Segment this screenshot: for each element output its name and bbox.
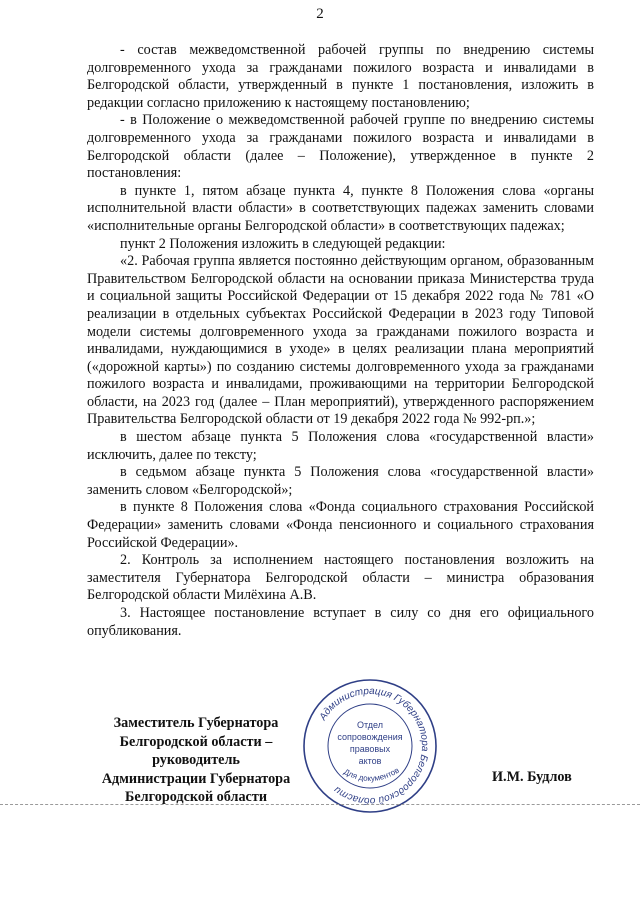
signer-name: И.М. Будлов bbox=[492, 769, 572, 785]
paragraph-point-5-sixth: в шестом абзаце пункта 5 Положения слова «государственной власти» исключить, далее по тексту; bbox=[87, 429, 594, 463]
signature-title-line-4: Белгородской области bbox=[125, 789, 267, 805]
paragraph-entry-into-force: 3. Настоящее постановление вступает в силу со дня его официального опубликования. bbox=[87, 605, 594, 639]
signature-title-line-3: Администрации Губернатора bbox=[101, 770, 291, 787]
official-stamp bbox=[300, 676, 440, 816]
paragraph-point-1-replacement: в пункте 1, пятом абзаце пункта 4, пункте 8 Положения слова «органы исполнительной власти области» в соответствующих падежах заменить словами «исполнительные органы Белгородской области» в соответствующих падежах; bbox=[87, 182, 594, 234]
signature-title-line-1: Заместитель Губернатора bbox=[113, 715, 279, 731]
signature-title-line-2: Белгородской области – руководитель bbox=[119, 733, 273, 768]
paragraph-point-5-seventh: в седьмом абзаце пункта 5 Положения слова «государственной власти» заменить словом «Белгородской»; bbox=[87, 464, 594, 498]
stamp-seal bbox=[300, 676, 440, 816]
signature-block bbox=[85, 714, 307, 807]
document-body bbox=[87, 42, 594, 640]
paragraph-composition: - состав межведомственной рабочей группы по внедрению системы долговременного ухода за гражданами пожилого возраста и инвалидами в Белгородской области, утвержденный в пункте 1 постановления, изложить в редакции согласно приложению к настоящему постановлению; bbox=[87, 42, 594, 111]
stamp-bottom-text: Для документов bbox=[342, 765, 401, 784]
svg-text:Для документов bbox=[342, 766, 401, 783]
page-number: 2 bbox=[316, 6, 324, 22]
paragraph-point-2-text: «2. Рабочая группа является постоянно действующим органом, образованным Правительством Белгородской области на основании приказа Министерства труда и социальной защиты Российской Федерации от 15 декабря 2022 года № 781 «О реализации в отдельных субъектах Российской Федерации в 2023 году Типовой модели системы долговременного ухода за гражданами пожилого возраста и инвалидами, нуждающимися в уходе» в целях реализации плана мероприятий («дорожной карты») по созданию системы долговременного ухода за гражданами пожилого возраста и инвалидами, проживающими на территории Белгородской области, на 2023 год (далее – План мероприятий), утвержденного распоряжением Правительства Белгородской области от 19 декабря 2022 года № 992-рп.»; bbox=[87, 253, 594, 428]
paragraph-point-2-intro: пункт 2 Положения изложить в следующей редакции: bbox=[120, 235, 446, 252]
stamp-center-line-4: актов bbox=[358, 756, 382, 766]
stamp-center-line-1: Отдел bbox=[356, 720, 384, 730]
paragraph-point-8: в пункте 8 Положения слова «Фонда социального страхования Российской Федерации» заменить словами «Фонда пенсионного и социального страхования Российской Федерации». bbox=[87, 499, 594, 551]
paragraph-control: 2. Контроль за исполнением настоящего постановления возложить на заместителя Губернатора Белгородской области – министра образования Белгородской области Милёхина А.В. bbox=[87, 552, 594, 604]
paragraph-regulation-intro: - в Положение о межведомственной рабочей группе по внедрению системы долговременного ухода за гражданами пожилого возраста и инвалидами в Белгородской области (далее – Положение), утвержденное в пункте 2 постановления: bbox=[87, 112, 594, 182]
footer-divider bbox=[0, 804, 640, 805]
stamp-center-line-2: сопровождения bbox=[337, 732, 403, 742]
stamp-center-line-3: правовых bbox=[349, 744, 391, 754]
stamp-ring-text: Администрация Губернатора Белгородской области bbox=[317, 685, 431, 807]
